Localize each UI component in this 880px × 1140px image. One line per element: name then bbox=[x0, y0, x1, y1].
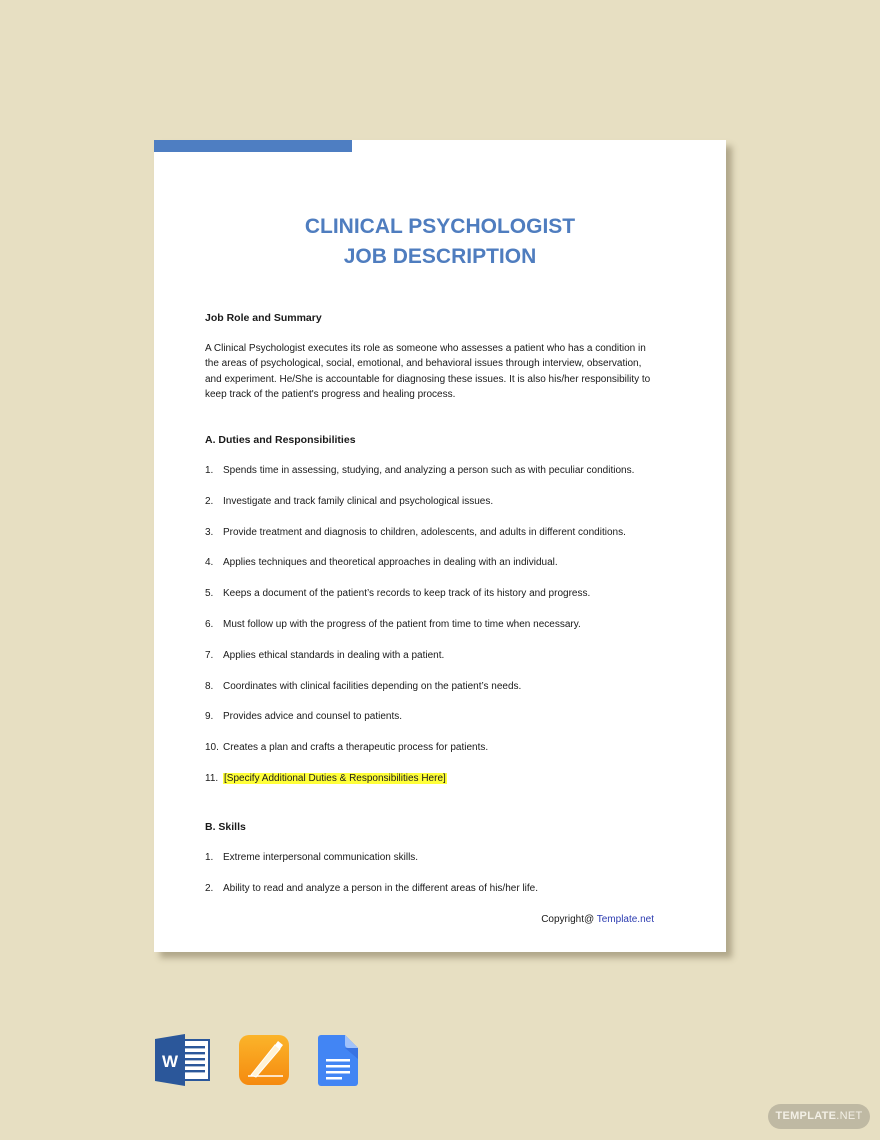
item-text: Provides advice and counsel to patients. bbox=[223, 711, 402, 723]
item-number: 3. bbox=[205, 526, 214, 538]
document-body bbox=[205, 310, 660, 897]
summary-text: A Clinical Psychologist executes its role as someone who assesses a patient who has a condition in the areas of psychological, social, emotional, and behavioral issues through interview, observation, and experiment. He/She is accountable for diagnosing these issues. It is also his/her responsibility to keep track of the patient's progress and healing process. bbox=[205, 343, 651, 400]
skills-heading: B. Skills bbox=[205, 820, 246, 833]
duty-item bbox=[205, 494, 660, 510]
duty-item bbox=[205, 617, 660, 633]
duty-item bbox=[205, 586, 660, 602]
item-text: Investigate and track family clinical and psychological issues. bbox=[223, 495, 494, 507]
item-text: Must follow up with the progress of the patient from time to time when necessary. bbox=[223, 618, 581, 630]
summary-heading: Job Role and Summary bbox=[205, 312, 322, 324]
svg-text:W: W bbox=[161, 1052, 179, 1071]
item-number: 11. bbox=[205, 772, 219, 784]
accent-bar bbox=[154, 140, 352, 152]
item-number: 2. bbox=[205, 495, 214, 507]
copyright-prefix: Copyright@ bbox=[541, 914, 597, 925]
item-number: 1. bbox=[205, 464, 214, 476]
duty-item bbox=[205, 555, 660, 571]
item-text: Spends time in assessing, studying, and analyzing a person such as with peculiar conditions. bbox=[223, 464, 635, 476]
skill-item bbox=[205, 881, 660, 897]
duty-item bbox=[205, 740, 660, 756]
watermark-bold: TEMPLATE bbox=[775, 1110, 837, 1122]
google-docs-icon[interactable] bbox=[318, 1035, 358, 1086]
duties-list bbox=[205, 463, 660, 787]
template-net-watermark bbox=[768, 1104, 870, 1129]
item-text: Coordinates with clinical facilities depending on the patient’s needs. bbox=[223, 680, 522, 692]
item-text: Provide treatment and diagnosis to children, adolescents, and adults in different conditions. bbox=[223, 526, 626, 538]
document-title bbox=[154, 212, 726, 272]
skills-list bbox=[205, 850, 660, 897]
duties-heading: A. Duties and Responsibilities bbox=[205, 434, 356, 447]
item-number: 2. bbox=[205, 882, 214, 894]
item-number: 4. bbox=[205, 557, 214, 569]
item-text: Creates a plan and crafts a therapeutic process for patients. bbox=[223, 742, 489, 754]
apple-pages-icon[interactable] bbox=[239, 1035, 289, 1085]
item-number: 1. bbox=[205, 851, 214, 863]
skill-item bbox=[205, 850, 660, 866]
item-text: Ability to read and analyze a person in the different areas of his/her life. bbox=[223, 882, 539, 894]
copyright-notice bbox=[541, 914, 654, 925]
item-text: Applies ethical standards in dealing with a patient. bbox=[223, 649, 445, 661]
item-text: Applies techniques and theoretical approaches in dealing with an individual. bbox=[223, 557, 558, 569]
duty-item bbox=[205, 648, 660, 664]
item-text: Extreme interpersonal communication skills. bbox=[223, 851, 419, 863]
duty-item bbox=[205, 709, 660, 725]
document-page bbox=[154, 140, 726, 952]
item-number: 8. bbox=[205, 680, 214, 692]
item-number: 9. bbox=[205, 711, 214, 723]
title-line-1: CLINICAL PSYCHOLOGIST bbox=[304, 215, 576, 238]
duty-item bbox=[205, 525, 660, 541]
item-number: 6. bbox=[205, 618, 214, 630]
item-number: 10. bbox=[205, 742, 219, 754]
duty-item-placeholder bbox=[205, 771, 660, 787]
watermark-regular: .NET bbox=[836, 1110, 863, 1122]
highlighted-placeholder-text: [Specify Additional Duties & Responsibilities Here] bbox=[224, 772, 446, 784]
microsoft-word-icon[interactable] bbox=[155, 1034, 211, 1086]
item-number: 7. bbox=[205, 649, 214, 661]
duty-item bbox=[205, 463, 660, 479]
item-text: Keeps a document of the patient’s records to keep track of its history and progress. bbox=[223, 588, 591, 600]
template-net-link[interactable]: Template.net bbox=[596, 914, 654, 925]
duty-item bbox=[205, 679, 660, 695]
item-number: 5. bbox=[205, 588, 214, 600]
title-line-2: JOB DESCRIPTION bbox=[343, 245, 537, 268]
